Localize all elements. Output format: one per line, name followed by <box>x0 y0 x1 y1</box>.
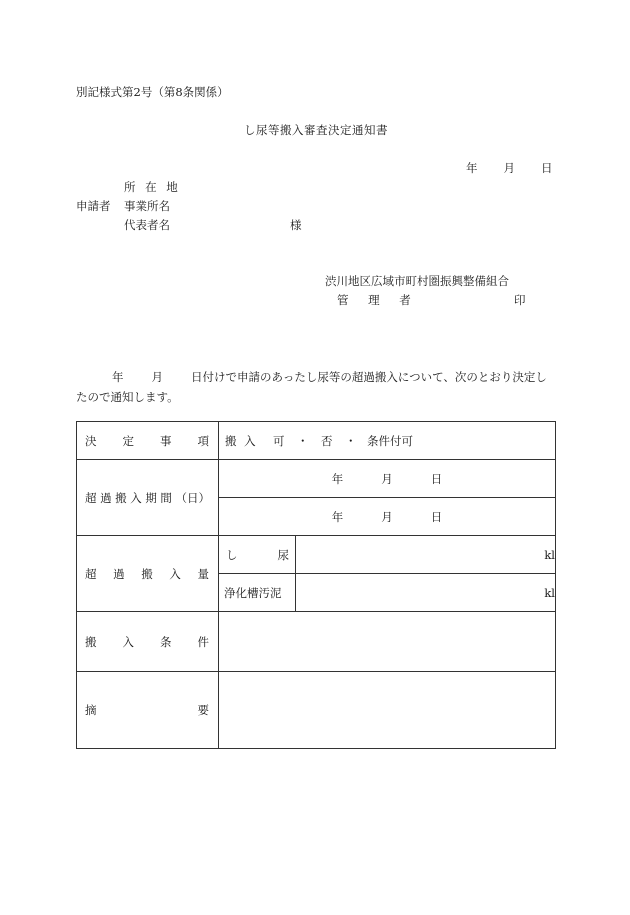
label-char: 間 <box>160 490 172 505</box>
night-soil-label <box>219 536 296 574</box>
period-end-year: 年 <box>331 509 344 524</box>
decision-conditional: 条件付可 <box>367 433 413 448</box>
label-char: 項 <box>197 433 209 448</box>
sludge-label: 浄化槽汚泥 <box>219 574 296 612</box>
label-char: 超 <box>85 566 97 581</box>
amount-label-text <box>77 566 218 582</box>
manager-label: 管 理 者 <box>337 293 419 307</box>
address-label: 所 在 地 <box>124 180 181 194</box>
conditions-label-text <box>77 634 218 650</box>
label-char: 事 <box>160 433 172 448</box>
label-char: 要 <box>197 703 209 717</box>
decision-delivery: 搬 入 <box>225 433 258 448</box>
label-char: （日） <box>175 490 210 505</box>
label-char: 件 <box>197 634 209 649</box>
label-char: 搬 <box>141 566 153 581</box>
decision-row <box>77 422 556 460</box>
sludge-unit: kl <box>296 574 556 612</box>
label-char: 定 <box>122 433 134 448</box>
label-char: 入 <box>122 634 134 649</box>
night-soil-label-text <box>219 547 295 563</box>
label-char: 量 <box>197 566 209 581</box>
label-char: 過 <box>113 566 125 581</box>
period-row-start <box>77 460 556 498</box>
business-name-label: 事業所名 <box>124 199 170 213</box>
period-end-month: 月 <box>381 509 393 524</box>
honorific: 様 <box>290 218 302 232</box>
representative-label: 代表者名 <box>124 218 170 232</box>
label-char: 尿 <box>277 547 289 562</box>
label-char: 決 <box>85 433 97 448</box>
summary-value <box>219 672 556 749</box>
decision-sep1: ・ <box>297 433 309 448</box>
form-number: 別記様式第2号（第8条関係） <box>76 85 229 99</box>
label-char: 過 <box>100 490 112 505</box>
decision-label-text <box>77 433 218 449</box>
label-char: 入 <box>130 490 142 505</box>
issuer-organization: 渋川地区広域市町村圏振興整備組合 <box>325 274 509 288</box>
label-char: 条 <box>160 634 172 649</box>
period-start-year: 年 <box>331 471 344 486</box>
summary-label-text <box>77 702 218 718</box>
seal-mark: 印 <box>514 293 526 307</box>
body-year: 年 <box>112 370 124 384</box>
period-start-date <box>219 460 556 498</box>
summary-label <box>77 672 219 749</box>
period-start-month: 月 <box>381 471 393 486</box>
decision-value <box>219 422 556 460</box>
decision-sep2: ・ <box>345 433 357 448</box>
decision-reject: 否 <box>321 433 333 448</box>
decision-label <box>77 422 219 460</box>
decision-options <box>219 433 555 449</box>
decision-table <box>76 421 556 749</box>
period-start-day: 日 <box>430 471 443 486</box>
period-end-day: 日 <box>430 509 443 524</box>
body-text: 日付けで申請のあったし尿等の超過搬入について、次のとおり決定したので通知します。 <box>76 370 547 404</box>
day-label: 日 <box>541 161 553 175</box>
conditions-label <box>77 612 219 672</box>
year-label: 年 <box>466 161 478 175</box>
period-end-date <box>219 498 556 536</box>
summary-row <box>77 672 556 749</box>
label-char: 期 <box>145 490 157 505</box>
label-char: 搬 <box>115 490 127 505</box>
decision-approve: 可 <box>273 433 285 448</box>
conditions-row <box>77 612 556 672</box>
applicant-label: 申請者 <box>76 199 111 213</box>
body-month: 月 <box>151 370 163 384</box>
period-label-text <box>77 490 218 506</box>
label-char: 入 <box>169 566 181 581</box>
issue-date <box>466 160 553 176</box>
month-label: 月 <box>503 161 515 175</box>
label-char: 超 <box>85 490 97 505</box>
amount-row-nightsoil <box>77 536 556 574</box>
period-label <box>77 460 219 536</box>
label-char: 摘 <box>85 703 97 717</box>
label-char: し <box>226 547 238 562</box>
notice-body <box>76 367 556 407</box>
label-char: 搬 <box>85 634 97 649</box>
amount-label <box>77 536 219 612</box>
night-soil-unit: kl <box>296 536 556 574</box>
conditions-value <box>219 612 556 672</box>
document-title: し尿等搬入審査決定通知書 <box>244 123 388 137</box>
